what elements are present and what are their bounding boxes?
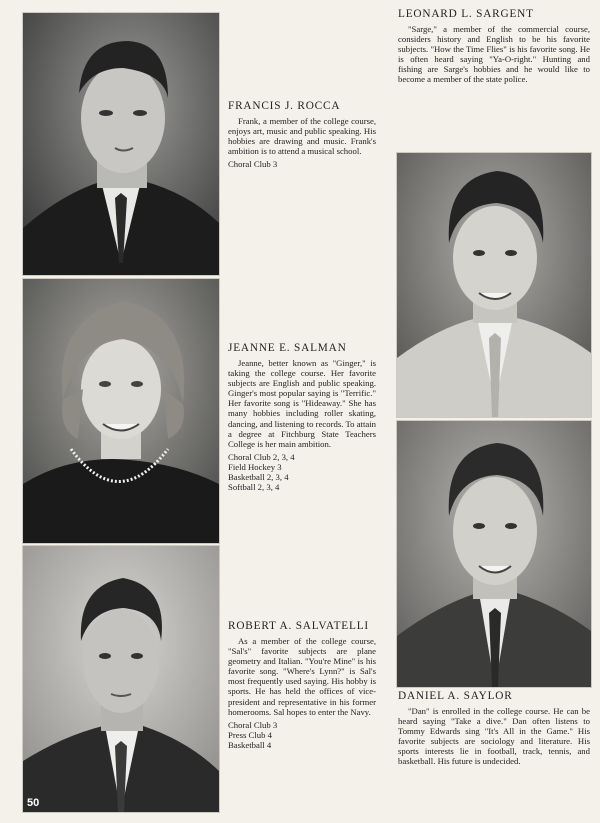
bio-jeanne-salman (228, 342, 376, 492)
activities-list (228, 720, 376, 750)
activity-item: Choral Club 2, 3, 4 (228, 451, 295, 462)
bio-francis-rocca (228, 100, 376, 169)
student-bio: "Sarge," a member of the commercial course, considers history and English to be his favorite subjects. "How the Time Flies" is his favorite song. He is often heard saying "Ya-O-right." Hunting and fishing are Sarge's hobbies and he would like to become a member of the state police. (398, 24, 590, 85)
bio-leonard-sargent (398, 8, 590, 85)
student-name: JEANNE E. SALMAN (228, 342, 347, 354)
portrait-daniel-saylor (396, 420, 592, 688)
activity-item: Choral Club 3 (228, 159, 278, 170)
student-bio: Frank, a member of the college course, enjoys art, music and public speaking. His hobbies are drawing and music. Frank's ambition is to attend a musical school. (228, 116, 376, 157)
student-bio: As a member of the college course, "Sal's" favorite subjects are plane geometry and Italian. "You're Mine" is his favorite song. "Where's Lynn?" is Sal's most frequently used saying. His hobby is sports. He has held the offices of vice-president and representative in his former homerooms. Sal hopes to enter the Navy. (228, 636, 376, 717)
bio-daniel-saylor (398, 690, 590, 767)
activities-list (228, 159, 376, 169)
activities-list (228, 452, 376, 492)
portrait-francis-rocca (22, 12, 220, 276)
page-number: 50 (27, 797, 40, 809)
activity-item: Basketball 2, 3, 4 (228, 472, 289, 483)
portrait-leonard-sargent (396, 152, 592, 418)
activity-item: Basketball 4 (228, 739, 272, 750)
student-name: FRANCIS J. ROCCA (228, 100, 341, 112)
activity-item: Field Hockey 3 (228, 461, 282, 472)
student-bio: "Dan" is enrolled in the college course. He can be heard saying "Take a dive." Dan often listens to Tommy Edwards sing "It's All in the Game." His favorite subjects are sociology and literature. His sports interests lie in football, track, tennis, and basketball. His future is undecided. (398, 706, 590, 767)
student-name: ROBERT A. SALVATELLI (228, 620, 369, 632)
student-bio: Jeanne, better known as "Ginger," is taking the college course. Her favorite subjects are English and public speaking. Ginger's most popular saying is "Terrific." Her favorite song is "Hideaway." She has many hobbies including roller skating, dancing, and listening to records. To attain a degree at Fitchburg State Teachers College is her main ambition. (228, 358, 376, 449)
portrait-jeanne-salman (22, 278, 220, 544)
portrait-robert-salvatelli (22, 545, 220, 813)
activity-item: Choral Club 3 (228, 719, 278, 730)
activity-item: Press Club 4 (228, 729, 272, 740)
student-name: LEONARD L. SARGENT (398, 8, 534, 20)
bio-robert-salvatelli (228, 620, 376, 750)
student-name: DANIEL A. SAYLOR (398, 690, 513, 702)
activity-item: Softball 2, 3, 4 (228, 482, 280, 493)
